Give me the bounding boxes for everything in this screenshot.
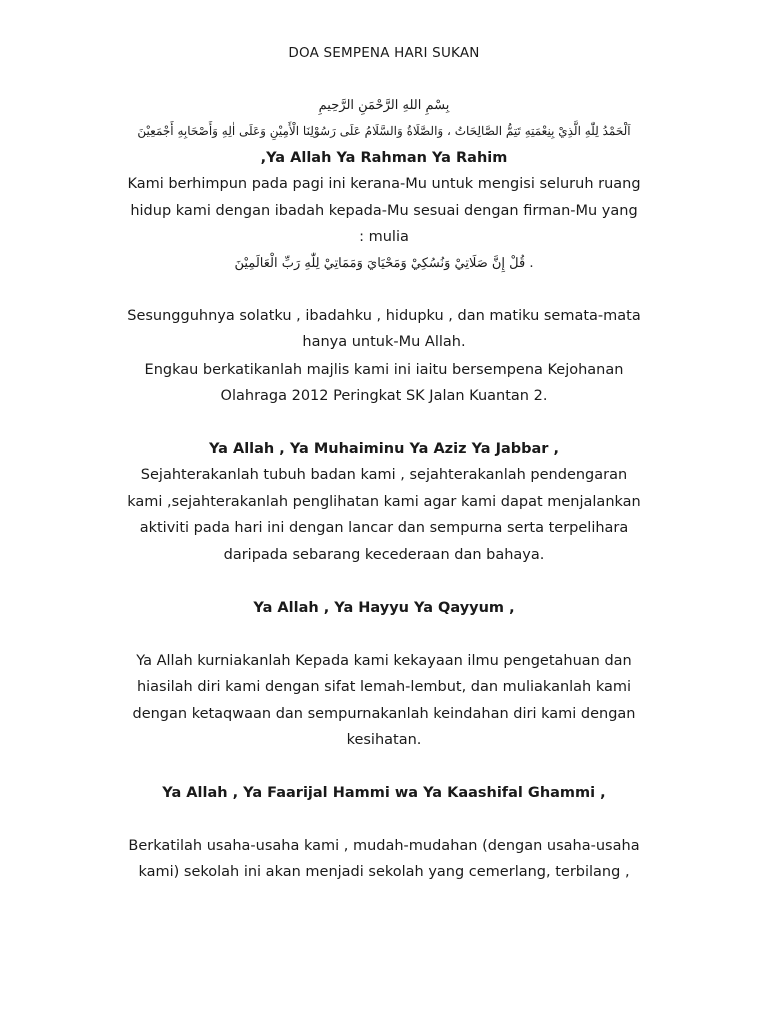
quran-verse-text: . قُلْ إِنَّ صَلَاتِيْ وَنُسُكِيْ وَمَحْيَايَ وَمَمَاتِيْ لِلّٰهِ رَبِّ الْعَالَمِيْنَ (234, 256, 534, 271)
arabic-opening-text: اَلْحَمْدُ لِلّٰهِ الَّذِيْ بِنِعْمَتِهِ تَتِمُّ الصَّالِحَاتُ ، وَالصَّلَاةُ وَالسَّلَامُ عَلَى رَسُوْلِنَا الْأَمِيْنِ وَعَلَى اٰلِهِ وَأَصْحَابِهِ أَجْمَعِيْنَ (137, 124, 631, 138)
paragraph-line: Ya Allah kurniakanlah Kepada kami kekayaan ilmu pengetahuan dan (136, 653, 632, 669)
paragraph-line: hiasilah diri kami dengan sifat lemah-lembut, dan muliakanlah kami (136, 679, 632, 695)
paragraph-line: Berkatilah usaha-usaha kami , mudah-mudahan (dengan usaha-usaha (128, 838, 640, 854)
paragraph-line: kami) sekolah ini akan menjadi sekolah yang cemerlang, terbilang , (138, 864, 630, 880)
heading-ya-rahman: ,Ya Allah Ya Rahman Ya Rahim (260, 150, 508, 166)
heading-ya-hayyu: Ya Allah , Ya Hayyu Ya Qayyum , (253, 600, 515, 616)
document-title: DOA SEMPENA HARI SUKAN (288, 45, 480, 61)
paragraph-line: Engkau berkatikanlah majlis kami ini iaitu bersempena Kejohanan (144, 362, 624, 378)
paragraph-line: kami ,sejahterakanlah penglihatan kami agar kami dapat menjalankan (127, 494, 641, 510)
paragraph-line: Olahraga 2012 Peringkat SK Jalan Kuantan 2. (220, 388, 548, 404)
paragraph-line: hidup kami dengan ibadah kepada-Mu sesuai dengan firman-Mu yang (130, 203, 638, 219)
heading-ya-faarijal: Ya Allah , Ya Faarijal Hammi wa Ya Kaashifal Ghammi , (162, 785, 606, 801)
heading-ya-muhaiminu: Ya Allah , Ya Muhaiminu Ya Aziz Ya Jabbar , (208, 441, 560, 457)
paragraph-line: : mulia (359, 229, 409, 245)
paragraph-line: Kami berhimpun pada pagi ini kerana-Mu untuk mengisi seluruh ruang (127, 176, 641, 192)
basmala-text: بِسْمِ اللهِ الرَّحْمَنِ الرَّحِيمِ (318, 98, 450, 113)
paragraph-line: Sesungguhnya solatku , ibadahku , hidupku , dan matiku semata-mata (127, 308, 641, 324)
paragraph-line: Sejahterakanlah tubuh badan kami , sejahterakanlah pendengaran (140, 467, 628, 483)
paragraph-line: hanya untuk-Mu Allah. (302, 334, 466, 350)
paragraph-line: dengan ketaqwaan dan sempurnakanlah keindahan diri kami dengan (132, 706, 636, 722)
paragraph-line: aktiviti pada hari ini dengan lancar dan sempurna serta terpelihara (139, 520, 629, 536)
paragraph-line: daripada sebarang kecederaan dan bahaya. (223, 547, 545, 563)
paragraph-line: kesihatan. (346, 732, 422, 748)
